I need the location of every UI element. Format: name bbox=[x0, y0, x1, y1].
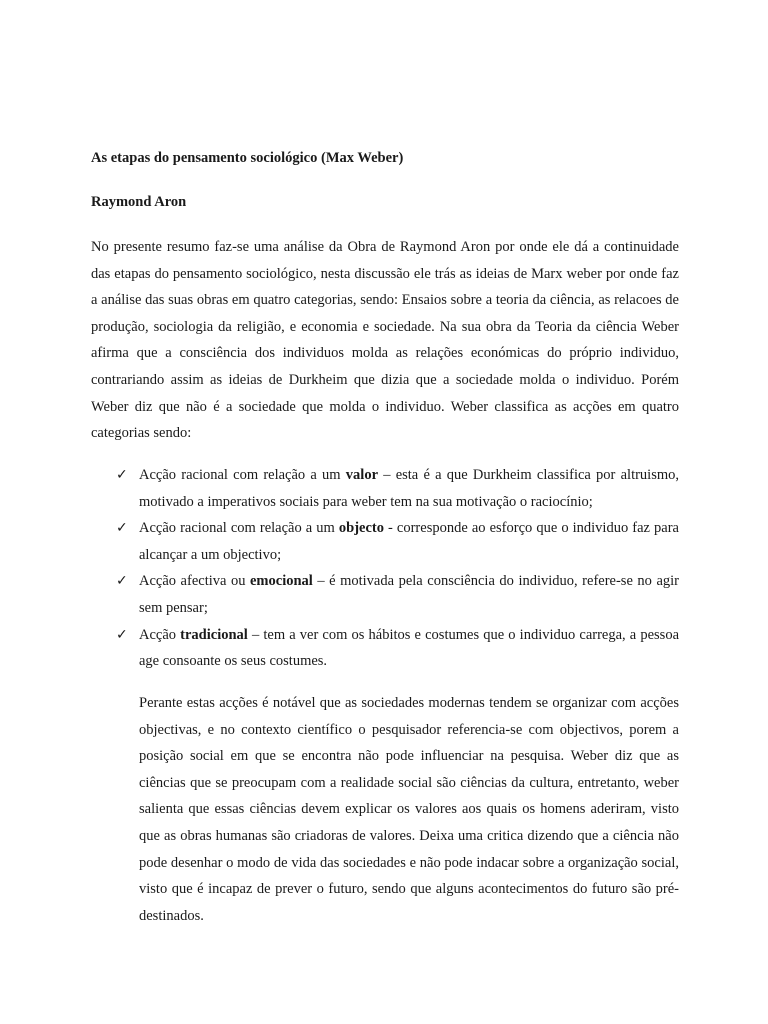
bullet-text-before: Acção bbox=[139, 626, 181, 643]
bullet-keyword: tradicional bbox=[180, 626, 248, 643]
check-icon: ✓ bbox=[116, 520, 128, 537]
bullet-text-before: Acção racional com relação a um bbox=[139, 467, 346, 483]
bullet-text-after: – esta é a que Durkheim classifica por altruismo, motivado a imperativos sociais para weber tem na sua motivação o raciocínio; bbox=[139, 467, 679, 510]
document-title: As etapas do pensamento sociológico (Max Weber) bbox=[91, 150, 404, 166]
action-types-list bbox=[91, 462, 679, 675]
bullet-keyword: objecto bbox=[338, 520, 384, 537]
bullet-text-before: Acção afectiva ou bbox=[139, 573, 250, 590]
check-icon: ✓ bbox=[116, 626, 128, 643]
list-item bbox=[91, 568, 679, 621]
bullet-keyword: emocional bbox=[250, 573, 313, 590]
document-author: Raymond Aron bbox=[91, 194, 187, 210]
bullet-keyword: valor bbox=[345, 467, 379, 483]
bullet-text-after: – tem a ver com os hábitos e costumes que o individuo carrega, a pessoa age consoante os seus costumes. bbox=[139, 626, 680, 670]
check-icon: ✓ bbox=[116, 467, 128, 483]
bullet-text-after: – é motivada pela consciência do individuo, refere-se no agir sem pensar; bbox=[139, 573, 679, 616]
bullet-text-after: - corresponde ao esforço que o individuo faz para alcançar a um objectivo; bbox=[139, 520, 679, 563]
list-item bbox=[91, 622, 679, 675]
list-item bbox=[91, 462, 679, 515]
bullet-text-before: Acção racional com relação a um bbox=[139, 520, 339, 537]
list-item bbox=[91, 515, 679, 568]
conclusion-paragraph: Perante estas acções é notável que as sociedades modernas tendem se organizar com acções objectivas, e no contexto científico o pesquisador referencia-se com objectivos, porem a posição social em que se encontra não pode influenciar na pesquisa. Weber diz que as ciências que se preocupam com a realidade social são ciências da cultura, entretanto, weber salienta que essas ciências devem explicar os valores aos quais os homens aderiram, visto que as obras humanas são criadoras de valores. Deixa uma critica dizendo que a ciência não pode desenhar o modo de vida das sociedades e não pode indacar sobre a organização social, visto que é incapaz de prever o futuro, sendo que alguns acontecimentos do futuro são pré-destinados. bbox=[139, 695, 679, 924]
intro-paragraph: No presente resumo faz-se uma análise da Obra de Raymond Aron por onde ele dá a continuidade das etapas do pensamento sociológico, nesta discussão ele trás as ideias de Marx weber por onde faz a análise das suas obras em quatro categorias, sendo: Ensaios sobre a teoria da ciência, as relacoes de produção, sociologia da religião, e economia e sociedade. Na sua obra da Teoria da ciência Weber afirma que a consciência dos individuos molda as relações económicas do próprio individuo, contrariando assim as ideias de Durkheim que dizia que a sociedade molda o individuo. Porém Weber diz que não é a sociedade que molda o individuo. Weber classifica as acções em quatro categorias sendo: bbox=[91, 239, 679, 442]
check-icon: ✓ bbox=[116, 573, 128, 590]
